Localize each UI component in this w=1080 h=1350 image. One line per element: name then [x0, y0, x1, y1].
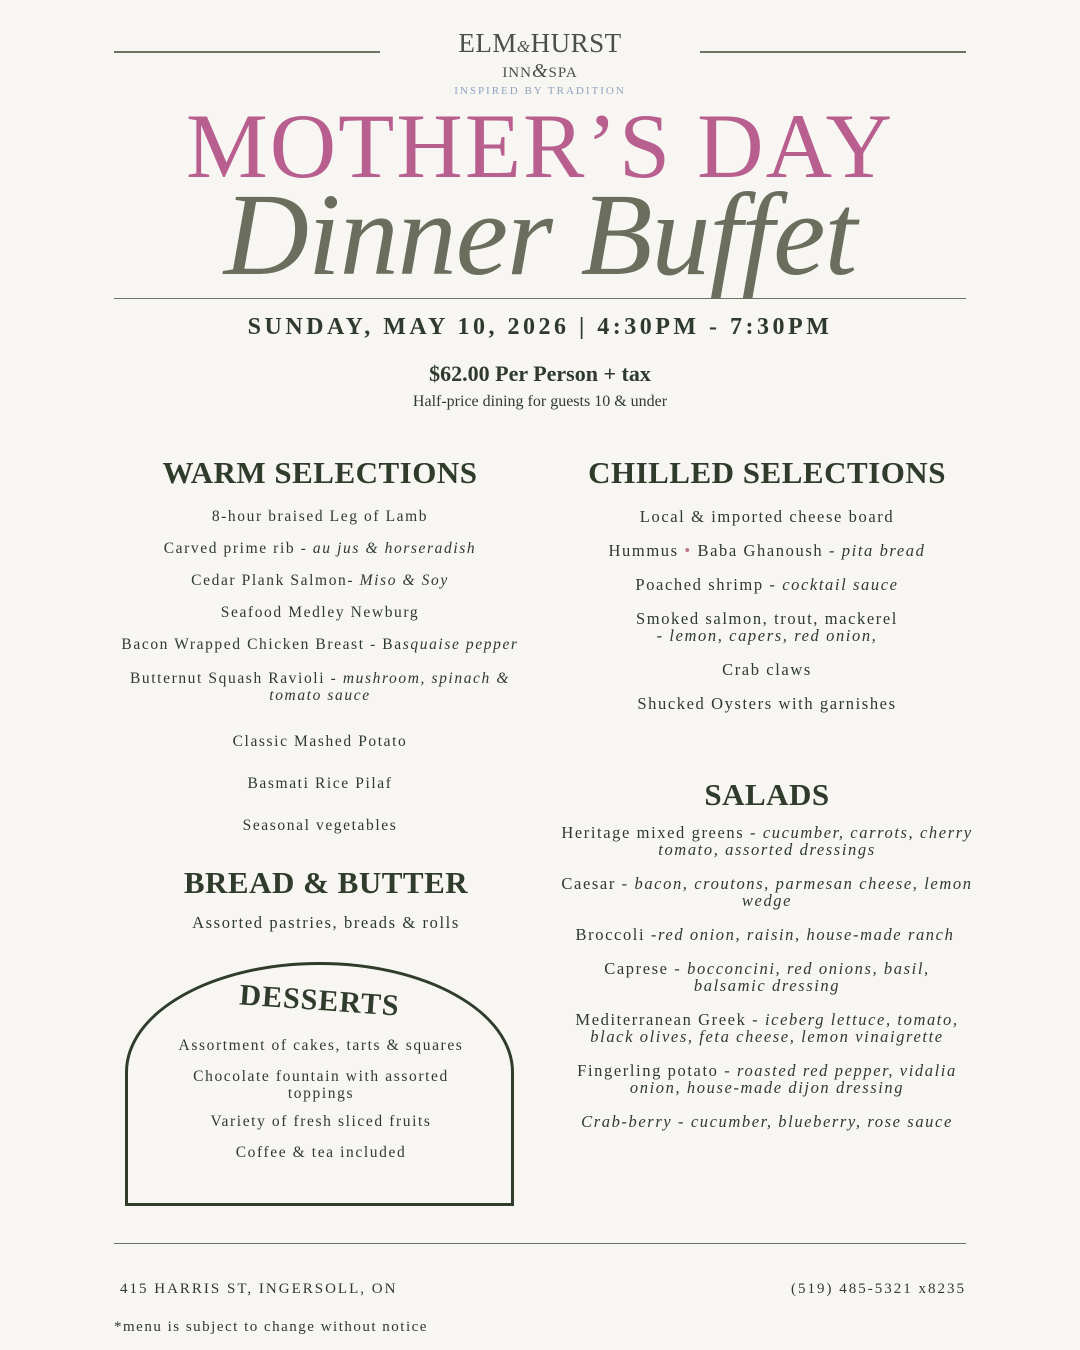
warm-item: Butternut Squash Ravioli - mushroom, spinach & tomato sauce	[129, 670, 511, 704]
footer-phone: (519) 485-5321 x8235	[791, 1281, 966, 1297]
chilled-item: Smoked salmon, trout, mackerel - lemon, capers, red onion,	[636, 609, 898, 645]
chilled-item: Shucked Oysters with garnishes	[637, 694, 897, 713]
salad-item: Mediterranean Greek - iceberg lettuce, tomato, black olives, feta cheese, lemon vinaigrette	[575, 1010, 959, 1046]
kids-note: Half-price dining for guests 10 & under	[412, 393, 668, 410]
chilled-item: Crab claws	[722, 660, 812, 679]
salad-item: Crab-berry - cucumber, blueberry, rose sauce	[581, 1112, 953, 1131]
salad-item: Fingerling potato - roasted red pepper, vidalia onion, house-made dijon dressing	[577, 1061, 957, 1097]
bread-item: Assorted pastries, breads & rolls	[192, 913, 460, 932]
footer-address: 415 HARRIS ST, INGERSOLL, ON	[120, 1281, 398, 1297]
chilled-selections-title: CHILLED SELECTIONS	[588, 455, 946, 490]
brand-tagline: INSPIRED BY TRADITION	[454, 85, 626, 97]
salad-item: Heritage mixed greens - cucumber, carrots, cherry tomato, assorted dressings	[561, 823, 973, 859]
dessert-item: Chocolate fountain with assorted toppings	[193, 1068, 449, 1102]
warm-item: Seafood Medley Newburg	[220, 604, 420, 621]
event-date-time: SUNDAY, MAY 10, 2026 | 4:30PM - 7:30PM	[247, 314, 833, 340]
salads-title: SALADS	[704, 777, 830, 812]
chilled-item: Poached shrimp - cocktail sauce	[635, 575, 899, 594]
warm-item: Bacon Wrapped Chicken Breast - Basquaise pepper	[121, 636, 519, 653]
dessert-item: Variety of fresh sliced fruits	[210, 1113, 432, 1130]
warm-item: Carved prime rib - au jus & horseradish	[163, 540, 477, 557]
top-rule-left	[114, 51, 380, 53]
dessert-item: Coffee & tea included	[235, 1144, 407, 1161]
warm-item: Cedar Plank Salmon- Miso & Soy	[191, 572, 449, 589]
event-price: $62.00 Per Person + tax	[429, 361, 651, 386]
warm-item: 8-hour braised Leg of Lamb	[211, 508, 429, 525]
title-dinner-buffet: Dinner Buffet	[223, 169, 857, 300]
warm-item: Basmati Rice Pilaf	[247, 775, 393, 792]
brand-name: ELM&HURST	[458, 28, 622, 58]
title-mothers-day: MOTHER’S DAY	[185, 95, 895, 197]
warm-item: Seasonal vegetables	[242, 817, 398, 834]
salad-item: Broccoli -red onion, raisin, house-made ranch	[575, 925, 955, 944]
brand-logo	[380, 28, 700, 97]
bread-butter-title: BREAD & BUTTER	[183, 865, 469, 900]
chilled-item: Hummus • Baba Ghanoush - pita bread	[608, 541, 926, 560]
salad-item: Caprese - bocconcini, red onions, basil, balsamic dressing	[604, 959, 930, 995]
top-rule-right	[700, 51, 966, 53]
desserts-title: DESSERTS	[238, 978, 401, 1023]
footer-disclaimer: *menu is subject to change without notice	[114, 1319, 428, 1335]
chilled-item: Local & imported cheese board	[639, 507, 895, 526]
warm-item: Classic Mashed Potato	[232, 733, 408, 750]
brand-subname: INN&SPA	[502, 60, 578, 82]
warm-selections-title: WARM SELECTIONS	[162, 455, 478, 490]
dessert-item: Assortment of cakes, tarts & squares	[178, 1037, 464, 1054]
footer-rule	[114, 1243, 966, 1244]
salad-item: Caesar - bacon, croutons, parmesan cheese, lemon wedge	[561, 874, 973, 910]
